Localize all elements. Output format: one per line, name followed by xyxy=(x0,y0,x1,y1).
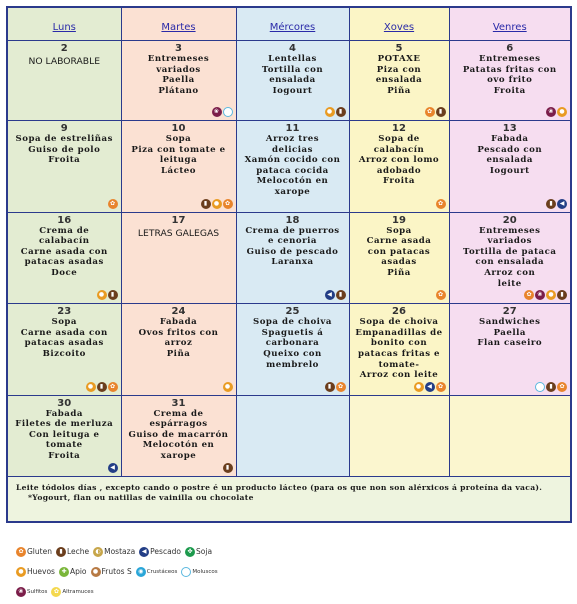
note-row xyxy=(7,476,571,522)
egg-icon: ● xyxy=(325,107,335,117)
allergen-legend xyxy=(16,544,316,604)
gluten-icon: ✿ xyxy=(108,382,118,392)
menu-item: Arroz con leite xyxy=(359,370,439,381)
menu-item: xarope xyxy=(274,186,311,197)
milk-icon: ▮ xyxy=(325,382,335,392)
week-row xyxy=(7,304,571,396)
menu-item: Sopa xyxy=(51,317,77,328)
day-content xyxy=(450,41,571,110)
day-number: 27 xyxy=(502,306,517,318)
menu-item: ensalada xyxy=(486,155,534,166)
menu-item: ensalada xyxy=(375,75,423,86)
legend-item-peixe xyxy=(139,547,181,557)
menu-item: Iogourt xyxy=(272,85,313,96)
menu-item: calabacín xyxy=(373,144,425,155)
menu-item: Sopa de estreliñas xyxy=(15,134,113,144)
day-number: 17 xyxy=(171,214,186,226)
week-row xyxy=(7,212,571,304)
allergen-icons xyxy=(524,290,567,300)
day-cell xyxy=(236,121,349,213)
weekday-link-mercores[interactable]: Mércores xyxy=(269,21,316,33)
legend-label: Frutos S xyxy=(101,567,132,576)
menu-item: tomate xyxy=(45,440,83,451)
day-cell xyxy=(121,395,236,476)
menu-item: Guiso de pescado xyxy=(246,246,339,257)
menu-item: Froita xyxy=(382,176,415,187)
menu-item: Froita xyxy=(48,155,81,166)
legend-item-ovos xyxy=(16,567,55,577)
menu-item: Arroz con xyxy=(484,267,536,278)
egg-icon: ● xyxy=(86,382,96,392)
day-cell xyxy=(7,304,121,396)
menu-item: Piza con xyxy=(376,64,422,75)
day-cell xyxy=(449,395,571,476)
day-cell xyxy=(349,304,449,396)
fish-icon: ◀ xyxy=(139,547,149,557)
menu-item: leite xyxy=(497,278,522,289)
menu-item: Con leituga e xyxy=(28,429,100,440)
egg-icon: ● xyxy=(223,382,233,392)
soy-icon: ✤ xyxy=(185,547,195,557)
day-number: 10 xyxy=(171,123,186,134)
menu-item: Plátano xyxy=(158,85,199,96)
milk-icon: ▮ xyxy=(557,290,567,300)
menu-item: leituga xyxy=(159,155,198,166)
menu-item: Ovos fritos con xyxy=(138,327,219,338)
menu-item: Melocotón en xyxy=(142,440,215,451)
legend-label: Apio xyxy=(69,567,87,576)
menu-item: espárragos xyxy=(149,419,208,430)
allergen-icons xyxy=(86,382,118,392)
menu-item: Piña xyxy=(387,267,411,278)
day-cell xyxy=(449,121,571,213)
day-content xyxy=(8,396,121,476)
allergen-icons xyxy=(223,382,233,392)
allergen-icons xyxy=(223,463,233,473)
milk-icon: ▮ xyxy=(97,382,107,392)
fish-icon: ◀ xyxy=(325,290,335,300)
day-number: 13 xyxy=(502,123,517,134)
day-content xyxy=(237,41,349,110)
legend-item-altramuces xyxy=(51,587,93,597)
menu-item: pataca cocida xyxy=(256,165,329,176)
day-content xyxy=(237,396,349,412)
day-cell xyxy=(349,212,449,304)
menu-item: Crema de puerros xyxy=(245,225,340,236)
gluten-icon: ✿ xyxy=(425,107,435,117)
fish-icon: ◀ xyxy=(425,382,435,392)
gluten-icon: ✿ xyxy=(436,290,446,300)
legend-item-mostaza xyxy=(93,547,135,557)
header-mercores xyxy=(236,7,349,41)
legend-item-apio xyxy=(59,567,87,577)
day-cell xyxy=(236,395,349,476)
menu-item: xarope xyxy=(160,451,197,462)
menu-item: Carne asada con xyxy=(20,246,108,257)
legend-label: Crustáceos xyxy=(146,568,178,575)
day-cell xyxy=(7,395,121,476)
allergen-icons xyxy=(325,382,346,392)
day-number: 5 xyxy=(395,43,403,54)
egg-icon: ● xyxy=(97,290,107,300)
day-cell xyxy=(449,41,571,121)
menu-item: Laranxa xyxy=(271,257,314,268)
menu-item: Sopa de xyxy=(378,134,420,144)
menu-item: arroz xyxy=(164,338,193,349)
menu-item: Fabada xyxy=(45,408,83,419)
legend-label: Sulfitos xyxy=(27,588,48,595)
menu-item: Piña xyxy=(166,348,191,359)
menu-item: Carne asada xyxy=(366,236,432,247)
day-content xyxy=(237,121,349,212)
weekday-header-row xyxy=(7,7,571,41)
menu-item: Bizcoito xyxy=(42,348,86,359)
note-cell xyxy=(7,476,571,522)
menu-item: Entremeses xyxy=(479,225,541,236)
day-note: LETRAS GALEGAS xyxy=(137,227,220,239)
day-number: 12 xyxy=(392,123,406,134)
weekday-link-martes[interactable]: Martes xyxy=(161,21,196,33)
allergen-icons xyxy=(535,382,567,392)
legend-label: Pescado xyxy=(150,547,182,556)
header-luns xyxy=(7,7,121,41)
menu-item: variados xyxy=(487,236,532,247)
legend-item-soia xyxy=(185,547,212,557)
day-number: 16 xyxy=(57,214,72,226)
menu-item: Empanadillas de xyxy=(355,327,443,338)
week-row xyxy=(7,121,571,213)
allergen-icons xyxy=(97,290,118,300)
allergen-icons xyxy=(201,199,233,209)
gluten-icon: ✿ xyxy=(557,382,567,392)
menu-item: calabacín xyxy=(39,236,90,247)
menu-item: ovo frito xyxy=(487,75,533,86)
sulphites-icon: ❀ xyxy=(212,107,222,117)
menu-item: variados xyxy=(156,64,201,75)
menu-item: Spaguetis á xyxy=(261,327,324,338)
day-cell xyxy=(121,212,236,304)
sulphites-icon: ❀ xyxy=(535,290,545,300)
menu-item: Sopa xyxy=(386,225,412,236)
mollusc-icon xyxy=(223,107,233,117)
nuts-icon: ● xyxy=(91,567,101,577)
fish-icon: ◀ xyxy=(557,199,567,209)
menu-item: Froita xyxy=(493,85,526,96)
legend-row xyxy=(16,584,316,599)
day-content xyxy=(122,304,236,373)
day-content xyxy=(350,121,449,201)
allergen-icons xyxy=(425,107,446,117)
menu-item: Froita xyxy=(48,451,81,462)
day-content xyxy=(450,121,571,190)
day-number: 4 xyxy=(289,43,296,54)
mollusc-icon xyxy=(535,382,545,392)
menu-item: Arroz tres xyxy=(265,134,320,144)
egg-icon: ● xyxy=(414,382,424,392)
weekday-link-xoves[interactable]: Xoves xyxy=(383,21,415,33)
allergen-icons xyxy=(325,290,346,300)
celery-icon: ✚ xyxy=(59,567,69,577)
day-cell xyxy=(7,121,121,213)
day-content xyxy=(450,304,571,363)
sulphites-icon: ❀ xyxy=(16,587,26,597)
milk-icon: ▮ xyxy=(108,290,118,300)
menu-item: Guiso de polo xyxy=(28,144,101,155)
menu-item: Paella xyxy=(162,75,195,86)
menu-item: con ensalada xyxy=(475,257,545,268)
menu-item: Paella xyxy=(493,327,526,338)
header-xoves xyxy=(349,7,449,41)
day-content xyxy=(8,41,121,82)
day-number: 31 xyxy=(171,397,186,409)
sulphites-icon: ❀ xyxy=(546,107,556,117)
legend-label: Huevos xyxy=(27,567,55,576)
legend-row xyxy=(16,544,316,559)
legend-label: Moluscos xyxy=(192,568,218,575)
fish-icon: ◀ xyxy=(108,463,118,473)
day-number: 11 xyxy=(285,123,300,134)
allergen-icons xyxy=(108,199,118,209)
day-content xyxy=(8,213,121,293)
day-content xyxy=(122,41,236,110)
menu-item: asadas xyxy=(381,257,417,268)
menu-item: Arroz con lomo xyxy=(358,155,440,166)
day-content xyxy=(8,304,121,373)
legend-item-moluscos xyxy=(181,567,217,577)
milk-icon: ▮ xyxy=(223,463,233,473)
gluten-icon: ✿ xyxy=(336,382,346,392)
weekday-link-luns[interactable]: Luns xyxy=(52,21,76,33)
day-cell xyxy=(349,41,449,121)
day-number: 3 xyxy=(175,43,182,54)
day-cell xyxy=(121,304,236,396)
allergen-icons xyxy=(436,290,446,300)
legend-item-froitos xyxy=(91,567,132,577)
day-number: 30 xyxy=(57,397,72,409)
day-number: 24 xyxy=(171,306,186,318)
menu-item: Sopa de choiva xyxy=(359,317,439,328)
header-martes xyxy=(121,7,236,41)
day-content xyxy=(350,41,449,110)
allergen-icons xyxy=(436,199,446,209)
menu-item: con patacas xyxy=(367,246,431,257)
allergen-icons xyxy=(212,107,233,117)
milk-icon: ▮ xyxy=(201,199,211,209)
gluten-icon: ✿ xyxy=(108,199,118,209)
allergen-icons xyxy=(325,107,346,117)
day-content xyxy=(237,213,349,282)
egg-icon: ● xyxy=(16,567,26,577)
day-note: NO LABORABLE xyxy=(28,56,101,67)
menu-item: Filetes de merluza xyxy=(15,419,114,430)
gluten-icon: ✿ xyxy=(223,199,233,209)
day-number: 25 xyxy=(285,306,300,318)
menu-item: e cenoria xyxy=(267,236,317,247)
day-content xyxy=(122,213,236,254)
menu-item: Sandwiches xyxy=(479,317,541,328)
menu-item: Patatas fritas con xyxy=(462,64,557,75)
menu-item: Melocotón en xyxy=(256,176,329,187)
menu-item: Iogourt xyxy=(489,165,530,176)
day-number: 19 xyxy=(392,214,406,226)
menu-item: patacas asadas xyxy=(24,257,104,268)
legend-label: Altramuces xyxy=(62,588,94,595)
menu-item: POTAXE xyxy=(377,54,421,64)
day-content xyxy=(8,121,121,180)
allergen-icons xyxy=(414,382,446,392)
legend-row xyxy=(16,564,316,579)
menu-item: Doce xyxy=(51,267,78,278)
mollusc-icon xyxy=(181,567,191,577)
weekday-link-venres[interactable]: Venres xyxy=(492,21,527,33)
day-number: 26 xyxy=(392,306,406,318)
menu-item: patacas asadas xyxy=(24,338,104,349)
egg-icon: ● xyxy=(212,199,222,209)
day-cell xyxy=(349,395,449,476)
legend-label: Soja xyxy=(196,547,213,556)
menu-calendar xyxy=(6,6,572,523)
gluten-icon: ✿ xyxy=(524,290,534,300)
menu-item: delicias xyxy=(272,144,313,155)
week-row xyxy=(7,41,571,121)
milk-icon: ▮ xyxy=(436,107,446,117)
day-number: 6 xyxy=(506,43,514,54)
day-content xyxy=(350,213,449,293)
day-cell xyxy=(236,212,349,304)
legend-label: Gluten xyxy=(27,547,52,556)
menu-item: Entremeses xyxy=(147,54,210,64)
day-number: 23 xyxy=(57,306,72,318)
menu-item: Tortilla con xyxy=(261,64,324,75)
day-cell xyxy=(449,212,571,304)
day-content xyxy=(122,121,236,190)
day-cell xyxy=(121,121,236,213)
menu-item: Sopa xyxy=(165,134,192,144)
menu-item: Xamón cocido con xyxy=(244,155,341,166)
menu-item: adobado xyxy=(376,165,422,176)
day-cell xyxy=(349,121,449,213)
day-cell xyxy=(236,41,349,121)
menu-item: Entremeses xyxy=(479,54,541,64)
day-number: 2 xyxy=(60,43,68,54)
day-cell xyxy=(236,304,349,396)
crustacean-icon: ◉ xyxy=(136,567,146,577)
day-cell xyxy=(449,304,571,396)
allergen-icons xyxy=(546,199,567,209)
gluten-icon: ✿ xyxy=(436,382,446,392)
allergen-icons xyxy=(108,463,118,473)
allergen-icons xyxy=(546,107,567,117)
day-content xyxy=(122,396,236,476)
day-number: 18 xyxy=(285,214,300,226)
lupin-icon: ✿ xyxy=(51,587,61,597)
mustard-icon: ◐ xyxy=(93,547,103,557)
menu-item: carbonara xyxy=(265,338,320,349)
menu-item: tomate- xyxy=(378,359,420,370)
legend-label: Mostaza xyxy=(104,547,136,556)
menu-item: Crema de xyxy=(153,408,204,419)
day-content xyxy=(237,304,349,384)
day-number: 20 xyxy=(502,214,517,226)
gluten-icon: ✿ xyxy=(436,199,446,209)
milk-note xyxy=(8,477,570,507)
milk-icon: ▮ xyxy=(56,547,66,557)
milk-icon: ▮ xyxy=(336,107,346,117)
day-cell xyxy=(7,41,121,121)
day-cell xyxy=(7,212,121,304)
menu-item: Guiso de macarrón xyxy=(128,429,229,440)
menu-item: Fabada xyxy=(159,317,198,328)
menu-item: Flan caseiro xyxy=(477,338,543,349)
legend-item-gluten xyxy=(16,547,52,557)
week-row xyxy=(7,395,571,476)
menu-item: Sopa de choiva xyxy=(252,317,332,328)
legend-item-sulfitos xyxy=(16,587,47,597)
menu-item: Pescado con xyxy=(477,144,543,155)
menu-item: Lácteo xyxy=(160,165,196,176)
egg-icon: ● xyxy=(546,290,556,300)
menu-item: bonito con xyxy=(370,338,428,349)
menu-item: Piza con tomate e xyxy=(131,144,226,155)
note-line-1: Leite tódolos días , excepto cando o postre é un producto lácteo (para os que non son alérxicos á proteína da vaca). xyxy=(16,482,543,492)
menu-item: Lentellas xyxy=(268,54,317,64)
menu-item: Fabada xyxy=(491,134,529,144)
header-venres xyxy=(449,7,571,41)
day-cell xyxy=(121,41,236,121)
menu-item: patacas fritas e xyxy=(357,348,441,359)
legend-item-leite xyxy=(56,547,89,557)
legend-label: Leche xyxy=(66,547,90,556)
legend-item-crustaceos xyxy=(136,567,178,577)
menu-item: Carne asada con xyxy=(20,327,108,338)
menu-item: Tortilla de pataca xyxy=(463,246,557,257)
gluten-icon: ✿ xyxy=(16,547,26,557)
milk-icon: ▮ xyxy=(336,290,346,300)
milk-icon: ▮ xyxy=(546,382,556,392)
menu-item: Queixo con xyxy=(263,348,322,359)
day-content xyxy=(450,396,571,412)
menu-item: Piña xyxy=(387,85,411,96)
menu-item: Crema de xyxy=(39,225,90,236)
menu-item: ensalada xyxy=(269,75,316,86)
milk-icon: ▮ xyxy=(546,199,556,209)
note-line-2: *Yogourt, flan ou natillas de vainilla ou chocolate xyxy=(28,492,254,502)
menu-item: membrelo xyxy=(266,359,319,370)
day-number: 9 xyxy=(60,123,68,134)
egg-icon: ● xyxy=(557,107,567,117)
day-content xyxy=(350,396,449,412)
